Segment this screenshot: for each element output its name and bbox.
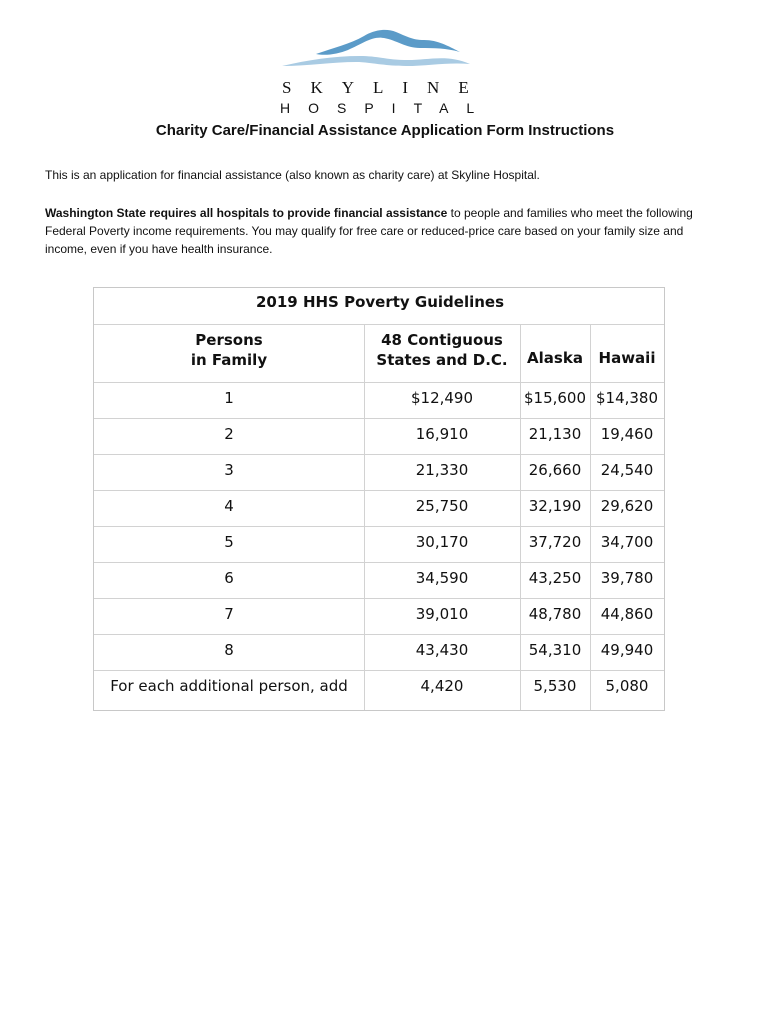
persons-cell: 3: [224, 461, 234, 479]
contiguous-cell: 34,590: [415, 569, 469, 587]
hawaii-cell: 24,540: [600, 461, 654, 479]
table-row-divider: [94, 382, 664, 383]
alaska-cell: 32,190: [528, 497, 582, 515]
alaska-cell: 43,250: [528, 569, 582, 587]
hawaii-cell: 39,780: [600, 569, 654, 587]
requirement-text: to people and families who meet the following Federal Poverty income requirements. You may qualify for free care or reduced-price care based on your family size and income, even if you have health insurance.: [45, 206, 693, 256]
table-row-divider: [94, 634, 664, 635]
table-row-divider: [94, 526, 664, 527]
contiguous-cell: 39,010: [415, 605, 469, 623]
persons-cell: 6: [224, 569, 234, 587]
alaska-cell: 26,660: [528, 461, 582, 479]
hawaii-cell: 19,460: [600, 425, 654, 443]
contiguous-cell: 16,910: [415, 425, 469, 443]
contiguous-cell: 30,170: [415, 533, 469, 551]
intro-paragraph: This is an application for financial assistance (also known as charity care) at Skyline Hospital.: [45, 168, 540, 182]
header-persons: [94, 330, 364, 370]
poverty-guidelines-table: [93, 287, 665, 711]
hawaii-cell: 34,700: [600, 533, 654, 551]
requirement-paragraph: [45, 204, 725, 258]
table-row-divider: [94, 670, 664, 671]
hawaii-cell: 49,940: [600, 641, 654, 659]
page-title: Charity Care/Financial Assistance Application Form Instructions: [155, 122, 615, 139]
persons-cell: 1: [224, 389, 234, 407]
header-hawaii: Hawaii: [598, 349, 656, 367]
header-alaska: Alaska: [527, 349, 583, 367]
header-persons-line2: in Family: [190, 351, 268, 369]
table-row-divider: [94, 562, 664, 563]
logo-wordmark-skyline: SKYLINE: [282, 78, 488, 97]
header-contiguous-line2: States and D.C.: [376, 351, 508, 369]
table-divider: [94, 324, 664, 325]
hawaii-cell: 44,860: [600, 605, 654, 623]
alaska-cell: 37,720: [528, 533, 582, 551]
alaska-cell: 21,130: [528, 425, 582, 443]
alaska-cell: 5,530: [533, 677, 577, 695]
hawaii-cell: 29,620: [600, 497, 654, 515]
table-row-divider: [94, 454, 664, 455]
persons-cell: 5: [224, 533, 234, 551]
contiguous-cell: $12,490: [410, 389, 474, 407]
persons-cell: 4: [224, 497, 234, 515]
header-contiguous: [364, 330, 520, 370]
contiguous-cell: 43,430: [415, 641, 469, 659]
mountain-logo-mark: [278, 26, 474, 72]
requirement-bold-text: Washington State requires all hospitals to provide financial assistance: [45, 206, 448, 220]
hawaii-cell: $14,380: [595, 389, 659, 407]
hospital-logo: [270, 26, 493, 118]
persons-cell: 7: [224, 605, 234, 623]
header-persons-line1: Persons: [195, 331, 263, 349]
persons-cell: For each additional person, add: [110, 677, 348, 695]
header-contiguous-line1: 48 Contiguous: [381, 331, 503, 349]
table-title: 2019 HHS Poverty Guidelines: [255, 293, 505, 311]
contiguous-cell: 4,420: [420, 677, 464, 695]
table-row-divider: [94, 598, 664, 599]
persons-cell: 2: [224, 425, 234, 443]
contiguous-cell: 21,330: [415, 461, 469, 479]
alaska-cell: 48,780: [528, 605, 582, 623]
alaska-cell: $15,600: [523, 389, 587, 407]
persons-cell: 8: [224, 641, 234, 659]
hawaii-cell: 5,080: [605, 677, 649, 695]
alaska-cell: 54,310: [528, 641, 582, 659]
contiguous-cell: 25,750: [415, 497, 469, 515]
logo-wordmark-hospital: HOSPITAL: [280, 100, 493, 116]
table-row-divider: [94, 490, 664, 491]
table-row-divider: [94, 418, 664, 419]
